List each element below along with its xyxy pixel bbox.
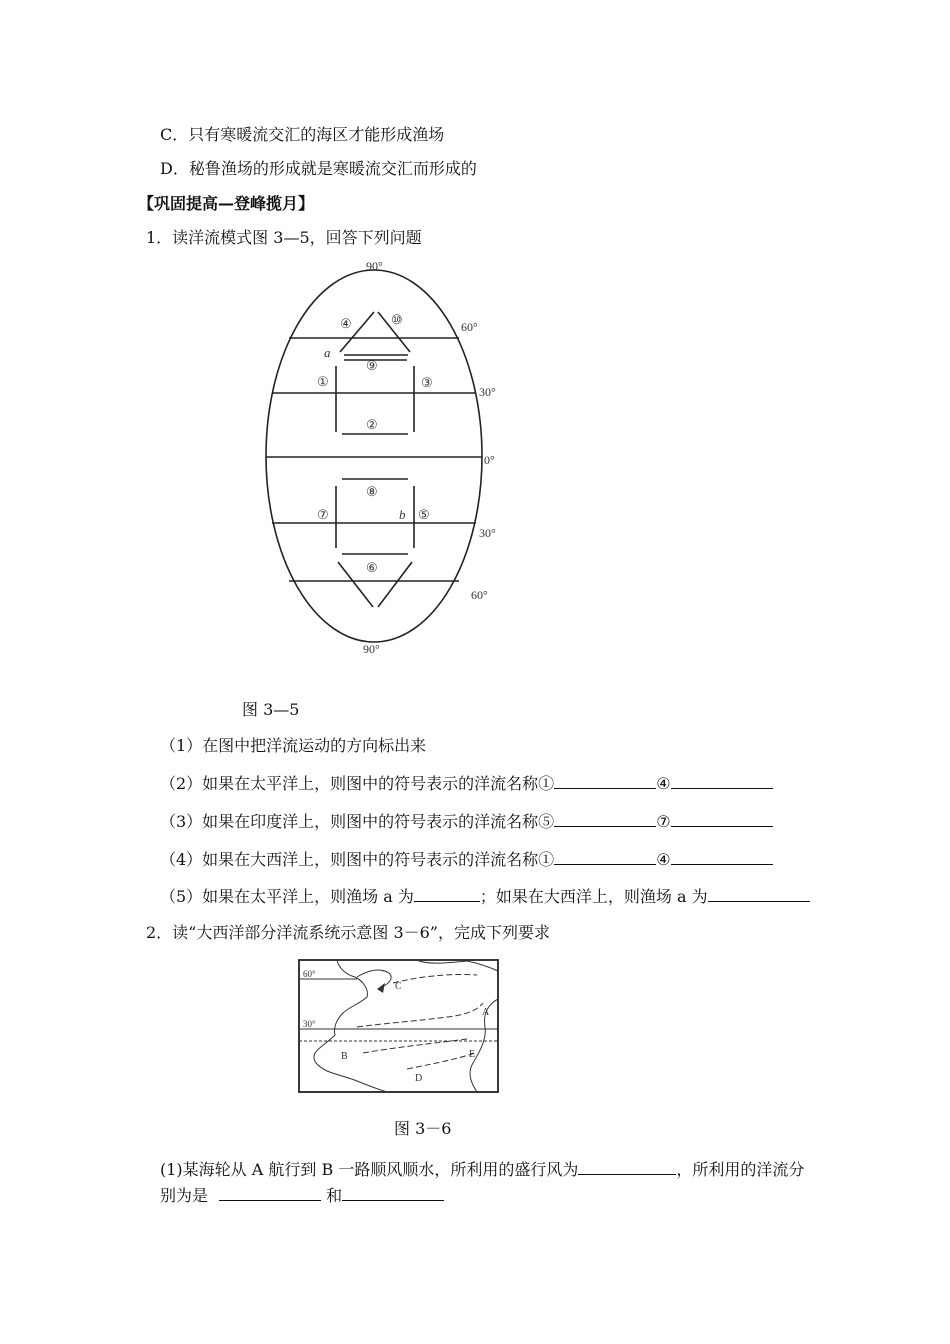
figure-caption-3-6: 图 3－6 bbox=[394, 1119, 452, 1138]
q1-part-2 bbox=[160, 772, 773, 795]
option-d: D．秘鲁渔场的形成就是寒暖流交汇而形成的 bbox=[160, 159, 477, 178]
answer-blank[interactable] bbox=[219, 1184, 321, 1201]
fishery-label-b: b bbox=[399, 507, 406, 522]
answer-blank[interactable] bbox=[671, 772, 773, 789]
lat-label-60n: 60° bbox=[461, 320, 478, 334]
q2-part-1-tail: ，所利用的洋流分 bbox=[676, 1160, 805, 1179]
current-label-6: ⑥ bbox=[366, 560, 378, 575]
option-c: C．只有寒暖流交汇的海区才能形成渔场 bbox=[160, 125, 445, 144]
q1-part-3 bbox=[160, 810, 773, 833]
q1-part-5-mid: ；如果在大西洋上，则渔场 a 为 bbox=[479, 887, 708, 906]
q2-part-1-and: 和 bbox=[321, 1186, 343, 1205]
q1-part-2-text: （2）如果在太平洋上，则图中的符号表示的洋流名称① bbox=[160, 774, 555, 793]
current-label-2: ② bbox=[366, 417, 378, 432]
answer-blank[interactable] bbox=[671, 810, 773, 827]
fishery-label-a: a bbox=[324, 345, 331, 360]
current-label-9: ⑨ bbox=[366, 358, 378, 373]
answer-blank[interactable] bbox=[554, 772, 656, 789]
section-header: 【巩固提高—登峰揽月】 bbox=[138, 194, 315, 213]
q2-part-1-line-1 bbox=[160, 1158, 804, 1181]
current-label-7: ⑦ bbox=[317, 507, 329, 522]
figure-caption-3-5: 图 3—5 bbox=[242, 700, 300, 719]
answer-blank[interactable] bbox=[414, 885, 480, 902]
map-label-B: B bbox=[341, 1051, 348, 1062]
q2-part-1-line-2 bbox=[160, 1184, 444, 1207]
q1-part-3-text: （3）如果在印度洋上，则图中的符号表示的洋流名称⑤ bbox=[160, 812, 555, 831]
current-label-8: ⑧ bbox=[366, 484, 378, 499]
globe-outline bbox=[266, 270, 482, 642]
map-label-A: A bbox=[482, 1007, 490, 1018]
lat-label-30s: 30° bbox=[479, 526, 496, 540]
q2-part-1-line-2-text: 别为是 bbox=[160, 1186, 214, 1205]
answer-blank[interactable] bbox=[671, 848, 773, 865]
q1-part-4 bbox=[160, 848, 773, 871]
answer-blank[interactable] bbox=[578, 1158, 676, 1175]
q1-part-3-mid: ⑦ bbox=[656, 812, 671, 831]
answer-blank[interactable] bbox=[554, 810, 656, 827]
q2-stem: 2．读“大西洋部分洋流系统示意图 3－6”，完成下列要求 bbox=[146, 923, 550, 942]
current-label-3: ③ bbox=[421, 375, 433, 390]
lat-label-60s: 60° bbox=[471, 588, 488, 602]
q1-part-5-text: （5）如果在太平洋上，则渔场 a 为 bbox=[160, 887, 414, 906]
lat-label-90s: 90° bbox=[363, 642, 380, 656]
atlantic-current-map-figure bbox=[297, 957, 501, 1095]
current-label-10: ⑩ bbox=[391, 312, 403, 327]
q1-stem: 1．读洋流模式图 3—5，回答下列问题 bbox=[146, 228, 422, 247]
lat-label-90n: 90° bbox=[366, 259, 383, 273]
answer-blank[interactable] bbox=[342, 1184, 444, 1201]
current-label-1: ① bbox=[317, 374, 329, 389]
gyre-segment bbox=[378, 562, 412, 607]
q2-part-1-text: (1)某海轮从 A 航行到 B 一路顺风顺水，所利用的盛行风为 bbox=[160, 1160, 579, 1179]
answer-blank[interactable] bbox=[708, 885, 810, 902]
lat-label-30: 30° bbox=[303, 1019, 316, 1029]
map-label-D: D bbox=[415, 1073, 423, 1084]
lat-label-30n: 30° bbox=[479, 385, 496, 399]
answer-blank[interactable] bbox=[554, 848, 656, 865]
q1-part-5 bbox=[160, 885, 810, 908]
q1-part-4-mid: ④ bbox=[656, 850, 671, 869]
current-label-4: ④ bbox=[340, 316, 352, 331]
ocean-current-model-figure bbox=[262, 252, 522, 672]
q1-part-2-mid: ④ bbox=[656, 774, 671, 793]
lat-label-60: 60° bbox=[303, 969, 316, 979]
map-label-C: C bbox=[395, 981, 402, 992]
map-label-E: E bbox=[469, 1049, 476, 1060]
q1-part-4-text: （4）如果在大西洋上，则图中的符号表示的洋流名称① bbox=[160, 850, 555, 869]
lat-label-0: 0° bbox=[484, 453, 495, 467]
q1-part-1: （1）在图中把洋流运动的方向标出来 bbox=[160, 736, 427, 755]
current-label-5: ⑤ bbox=[418, 507, 430, 522]
